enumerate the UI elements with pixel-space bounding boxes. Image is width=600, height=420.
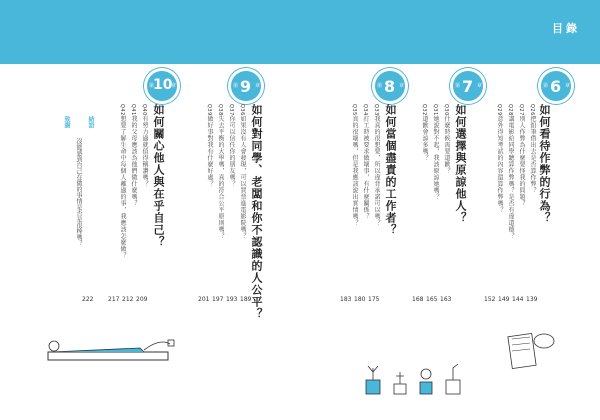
- page-number: 201: [198, 296, 210, 303]
- page-number: 183: [340, 296, 352, 303]
- toc-title: 目錄: [552, 22, 580, 35]
- chapter-9: [198, 0, 308, 420]
- question: Q31她說對不起，我該原諒她嗎？: [432, 104, 439, 201]
- page-number: 168: [412, 296, 424, 303]
- chapter-badge: 第 9 章: [228, 68, 264, 104]
- page-number: 163: [440, 296, 452, 303]
- question: Q27別人作弊為什麼要怪我的問題？: [518, 104, 525, 207]
- page-number: 180: [354, 296, 366, 303]
- question: Q37你可以信任你的朋友嗎？: [228, 104, 235, 188]
- page-number: 209: [136, 296, 148, 303]
- question: Q36如果沒有人會發現，可以買票進電影院嗎？: [239, 104, 246, 240]
- question: Q32道歉會諒多嗎？: [421, 104, 428, 162]
- chapter-badge: 第 10 章: [144, 68, 180, 104]
- acknowledgements-label: 致謝: [63, 116, 70, 128]
- page-number: 189: [240, 296, 252, 303]
- chapter-title: 如何當個盡責的工作者？: [384, 104, 397, 236]
- chapter-badge: 第 6 章: [538, 68, 574, 104]
- page-number: 197: [212, 296, 224, 303]
- question: Q33我真的很想要，所以違背承諾可以嗎？: [373, 104, 380, 227]
- page-number: 175: [368, 296, 380, 303]
- epilogue-text: 沒能感到自己在做的事情是否是很棒嗎？: [75, 138, 82, 246]
- chapter-title: 如何選擇與原諒他人？: [454, 104, 467, 224]
- page-number: 212: [122, 296, 134, 303]
- question: Q35真的很壞嗎，但是我應該說出實情嗎？: [351, 104, 358, 227]
- question: Q41我的父母應該為他們做什麼嗎？: [130, 104, 137, 207]
- page-number: 152: [484, 296, 496, 303]
- question: Q39做好事對我有什麼好處？: [206, 104, 213, 188]
- question: Q42想要了解生命中每個人離過的事，我應該怎麼做？: [119, 104, 126, 259]
- page-number: 222: [82, 296, 94, 303]
- chapter-badge: 第 7 章: [450, 68, 486, 104]
- page-number: 149: [498, 296, 510, 303]
- chapter-title: 如何看待作弊的行為？: [538, 104, 551, 224]
- page-number: 139: [526, 296, 538, 303]
- page-number: 193: [226, 296, 238, 303]
- sleeping-person-illustration: [40, 330, 180, 370]
- plant-pots-illustration: [360, 350, 480, 400]
- epilogue-label: 結語: [87, 116, 94, 128]
- chapter-badge: 第 8 章: [372, 68, 408, 104]
- question: Q34打工時被要求做壞事，有什麼關係？: [362, 104, 369, 220]
- question: Q30什麼時候需要道歉？: [443, 104, 450, 175]
- question: Q28講電影給同學聽算作弊嗎？是否有違道德？: [507, 104, 514, 240]
- question: Q38失去平衡的大學嗎，真的符合公平原則嗎？: [217, 104, 224, 240]
- page-number: 165: [426, 296, 438, 303]
- question: Q40有努力過就值得稱讚嗎？: [141, 104, 148, 188]
- page-number: 144: [512, 296, 524, 303]
- notebook-illustration: [500, 325, 560, 375]
- chapter-title: 如何關心他人與在乎自己？: [152, 104, 165, 248]
- chapter-title: 如何對同學、老闆和你不認識的人公平？: [250, 104, 263, 320]
- question: Q26把鉛筆借出去是否算作弊？: [529, 104, 536, 194]
- question: Q29意外得知考試的內容還算作弊嗎？: [496, 104, 503, 214]
- page-number: 217: [108, 296, 120, 303]
